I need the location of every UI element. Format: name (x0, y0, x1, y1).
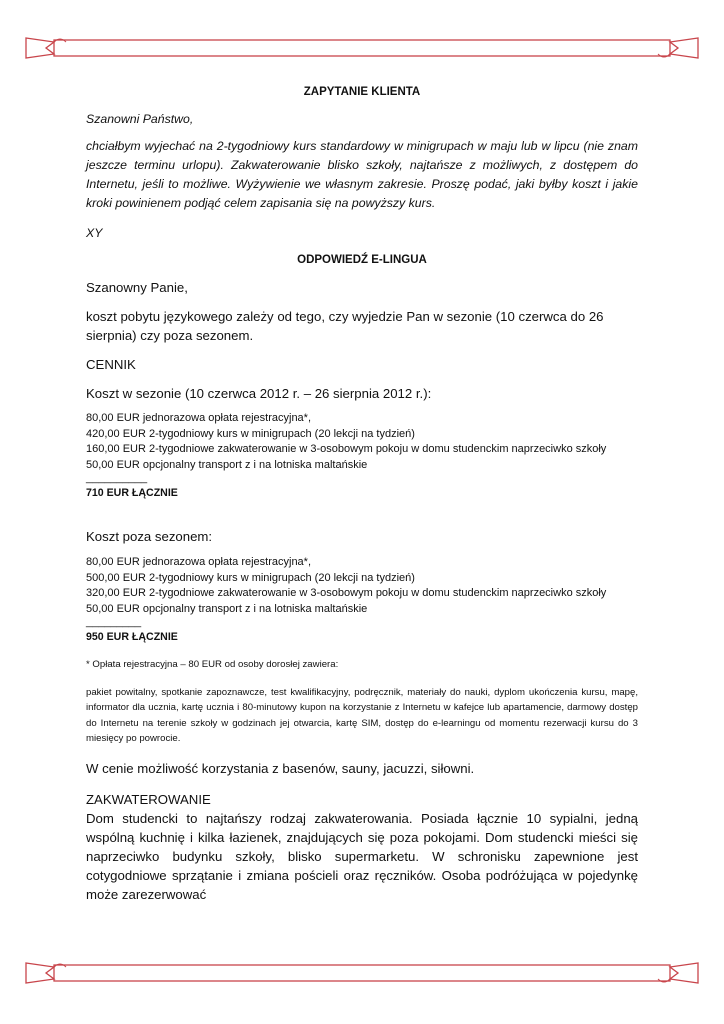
offseason-item-course: 500,00 EUR 2-tygodniowy kurs w minigrupach (20 lekcji na tydzień) (86, 571, 415, 584)
offseason-item-accommodation: 320,00 EUR 2-tygodniowe zakwaterowanie w 3-osobowym pokoju w domu studenckim naprzeciwko szkoły (86, 587, 607, 599)
bottom-ribbon-banner (24, 958, 700, 988)
offseason-price-list (86, 555, 638, 617)
season-item-registration: 80,00 EUR jednorazowa opłata rejestracyjna*, (86, 412, 312, 424)
season-item-accommodation: 160,00 EUR 2-tygodniowe zakwaterowanie w 3-osobowym pokoju w domu studenckim naprzeciwko szkoły (86, 443, 607, 455)
accommodation-heading: ZAKWATEROWANIE (86, 792, 211, 808)
cennik-label: CENNIK (86, 357, 136, 372)
query-body: chciałbym wyjechać na 2-tygodniowy kurs standardowy w minigrupach w maju lub w lipcu (nie znam jeszcze terminu urlopu). Zakwaterowanie blisko szkoły, najtańsze z możliwych, z dostępem do Internetu, jeśli to możliwe. Wyżywienie we własnym zakresie. Proszę podać, jaki byłby koszt i jakie kroki powinienem podjąć celem zapisania się na powyższy kurs. (86, 139, 638, 210)
season-rule: __________ (86, 472, 148, 484)
document-page (86, 86, 638, 904)
offseason-item-transport: 50,00 EUR opcjonalny transport z i na lotniska maltańskie (86, 602, 368, 615)
offseason-total: 950 EUR ŁĄCZNIE (86, 631, 178, 643)
accommodation-body: Dom studencki to najtańszy rodzaj zakwaterowania. Posiada łącznie 10 sypialni, jedną wspólną kuchnię i kilka łazienek, znajdujących się poza pokojami. Dom studencki mieści się naprzeciwko budynku szkoły, blisko supermarketu. W schronisku zapewnione jest cotygodniowe sprzątanie i zmiana pościeli oraz ręczników. Osoba podróżująca w pojedynkę może zarezerwować (86, 811, 638, 903)
season-total: 710 EUR ŁĄCZNIE (86, 487, 178, 499)
season-item-course: 420,00 EUR 2-tygodniowy kurs w minigrupach (20 lekcji na tydzień) (86, 427, 415, 440)
season-price-list (86, 411, 638, 473)
top-ribbon-banner (24, 33, 700, 63)
query-salutation: Szanowni Państwo, (86, 112, 194, 126)
offseason-rule: _________ (86, 616, 142, 628)
season-title: Koszt w sezonie (10 czerwca 2012 r. – 26 sierpnia 2012 r.): (86, 386, 432, 401)
offseason-item-registration: 80,00 EUR jednorazowa opłata rejestracyjna*, (86, 556, 312, 568)
query-signature: XY (86, 226, 103, 240)
answer-salutation: Szanowny Panie, (86, 280, 188, 295)
heading-answer: ODPOWIEDŹ E-LINGUA (297, 254, 427, 266)
price-includes: W cenie możliwość korzystania z basenów, sauny, jacuzzi, siłowni. (86, 761, 475, 777)
footnote-body: pakiet powitalny, spotkanie zapoznawcze, test kwalifikacyjny, podręcznik, materiały do nauki, dyplom ukończenia kursu, mapę, informator dla ucznia, kartę ucznia i 80-minutowy kupon na korzystanie z Internetu w kafejce lub apartamencie, darmowy dostęp do Internetu na terenie szkoły w godzinach jej otwarcia, kartę SIM, dostęp do e-learningu od momentu rezerwacji kursu do 3 miesięcy po powrocie. (86, 687, 638, 744)
footnote-title: * Opłata rejestracyjna – 80 EUR od osoby dorosłej zawiera: (86, 659, 339, 670)
offseason-title: Koszt poza sezonem: (86, 529, 213, 544)
heading-query: ZAPYTANIE KLIENTA (303, 86, 421, 98)
season-item-transport: 50,00 EUR opcjonalny transport z i na lotniska maltańskie (86, 458, 368, 471)
answer-intro: koszt pobytu językowego zależy od tego, czy wyjedzie Pan w sezonie (10 czerwca do 26 sierpnia) czy poza sezonem. (86, 309, 604, 343)
